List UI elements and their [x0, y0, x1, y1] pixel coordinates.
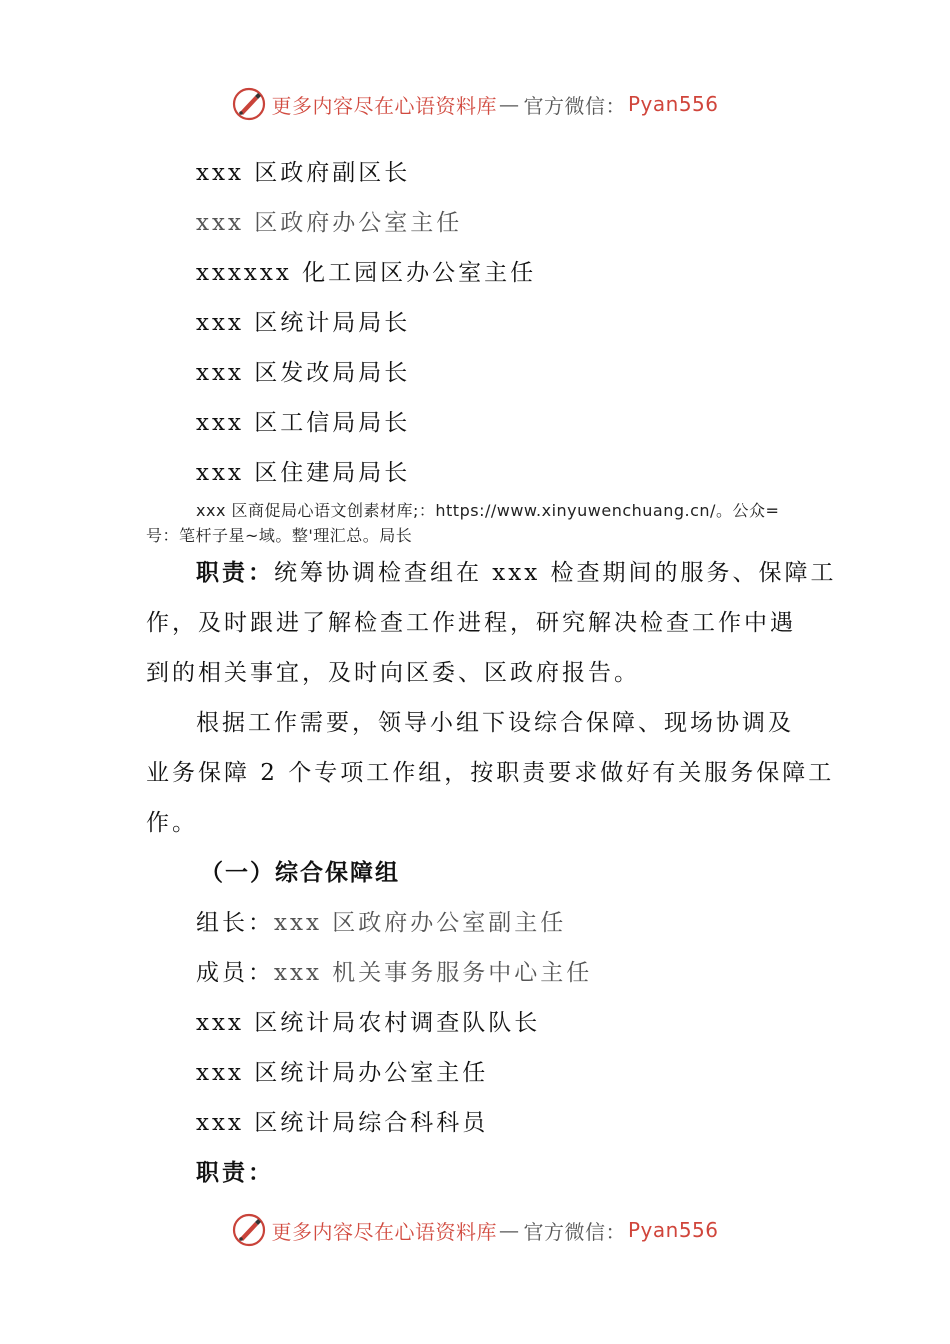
watermark-text [146, 498, 806, 548]
duty-text-1: 统筹协调检查组在 xxx 检查期间的服务、保障工 [274, 560, 837, 586]
duty-label: 职责： [196, 559, 274, 586]
footer-banner [0, 1212, 950, 1248]
pen-logo-icon [231, 1212, 267, 1248]
member-heading-line [146, 948, 806, 998]
leader-label: 组长： [196, 910, 274, 936]
workgroup-paragraph [146, 698, 835, 848]
banner-wechat-label: 官方微信： [523, 1219, 626, 1244]
member-line: xxx 区统计局办公室主任 [196, 1060, 489, 1086]
workgroup-text-1: 根据工作需要，领导小组下设综合保障、现场协调及 [196, 710, 794, 736]
duty-text-3: 到的相关事宜，及时向区委、区政府报告。 [146, 660, 640, 686]
member-line: xxx 区统计局综合科科员 [196, 1110, 489, 1136]
pen-logo-icon [231, 86, 267, 122]
section-heading: （一）综合保障组 [200, 859, 400, 886]
member-line: xxx 区政府副区长 [196, 160, 411, 186]
duty-label-2: 职责： [196, 1159, 274, 1186]
watermark-line-2: 号：笔杆子星~域。整'理汇总。局长 [146, 526, 413, 545]
banner-dash: — [498, 92, 520, 116]
banner-wechat-id: Pyan556 [627, 1218, 719, 1242]
member-line: xxx 区统计局局长 [196, 310, 411, 336]
member-line: xxx 区发改局局长 [196, 360, 411, 386]
member-label: 成员： [196, 960, 274, 986]
member-value: xxx 机关事务服务中心主任 [274, 960, 593, 986]
banner-dash: — [498, 1218, 520, 1242]
member-line: xxxxxx 化工园区办公室主任 [196, 260, 537, 286]
duty-paragraph [146, 548, 837, 698]
watermark-line-1: xxx 区商促局心语文创素材库;：https://www.xinyuwenchuang.cn/。公众= [196, 501, 780, 520]
leader-line [146, 898, 806, 948]
member-line: xxx 区统计局农村调查队队长 [196, 1010, 541, 1036]
workgroup-text-2: 业务保障 2 个专项工作组，按职责要求做好有关服务保障工 [146, 760, 835, 786]
member-line: xxx 区住建局局长 [196, 460, 411, 486]
banner-text: 更多内容尽在心语资料库 [271, 93, 497, 118]
document-body [146, 148, 837, 1198]
leader-value: xxx 区政府办公室副主任 [274, 910, 567, 936]
member-line: xxx 区工信局局长 [196, 410, 411, 436]
header-banner [0, 86, 950, 122]
workgroup-text-3: 作。 [146, 810, 198, 836]
banner-text: 更多内容尽在心语资料库 [271, 1219, 497, 1244]
duty-text-2: 作，及时跟进了解检查工作进程，研究解决检查工作中遇 [146, 610, 796, 636]
banner-wechat-id: Pyan556 [627, 92, 719, 116]
banner-wechat-label: 官方微信： [523, 93, 626, 118]
member-line: xxx 区政府办公室主任 [196, 210, 463, 236]
